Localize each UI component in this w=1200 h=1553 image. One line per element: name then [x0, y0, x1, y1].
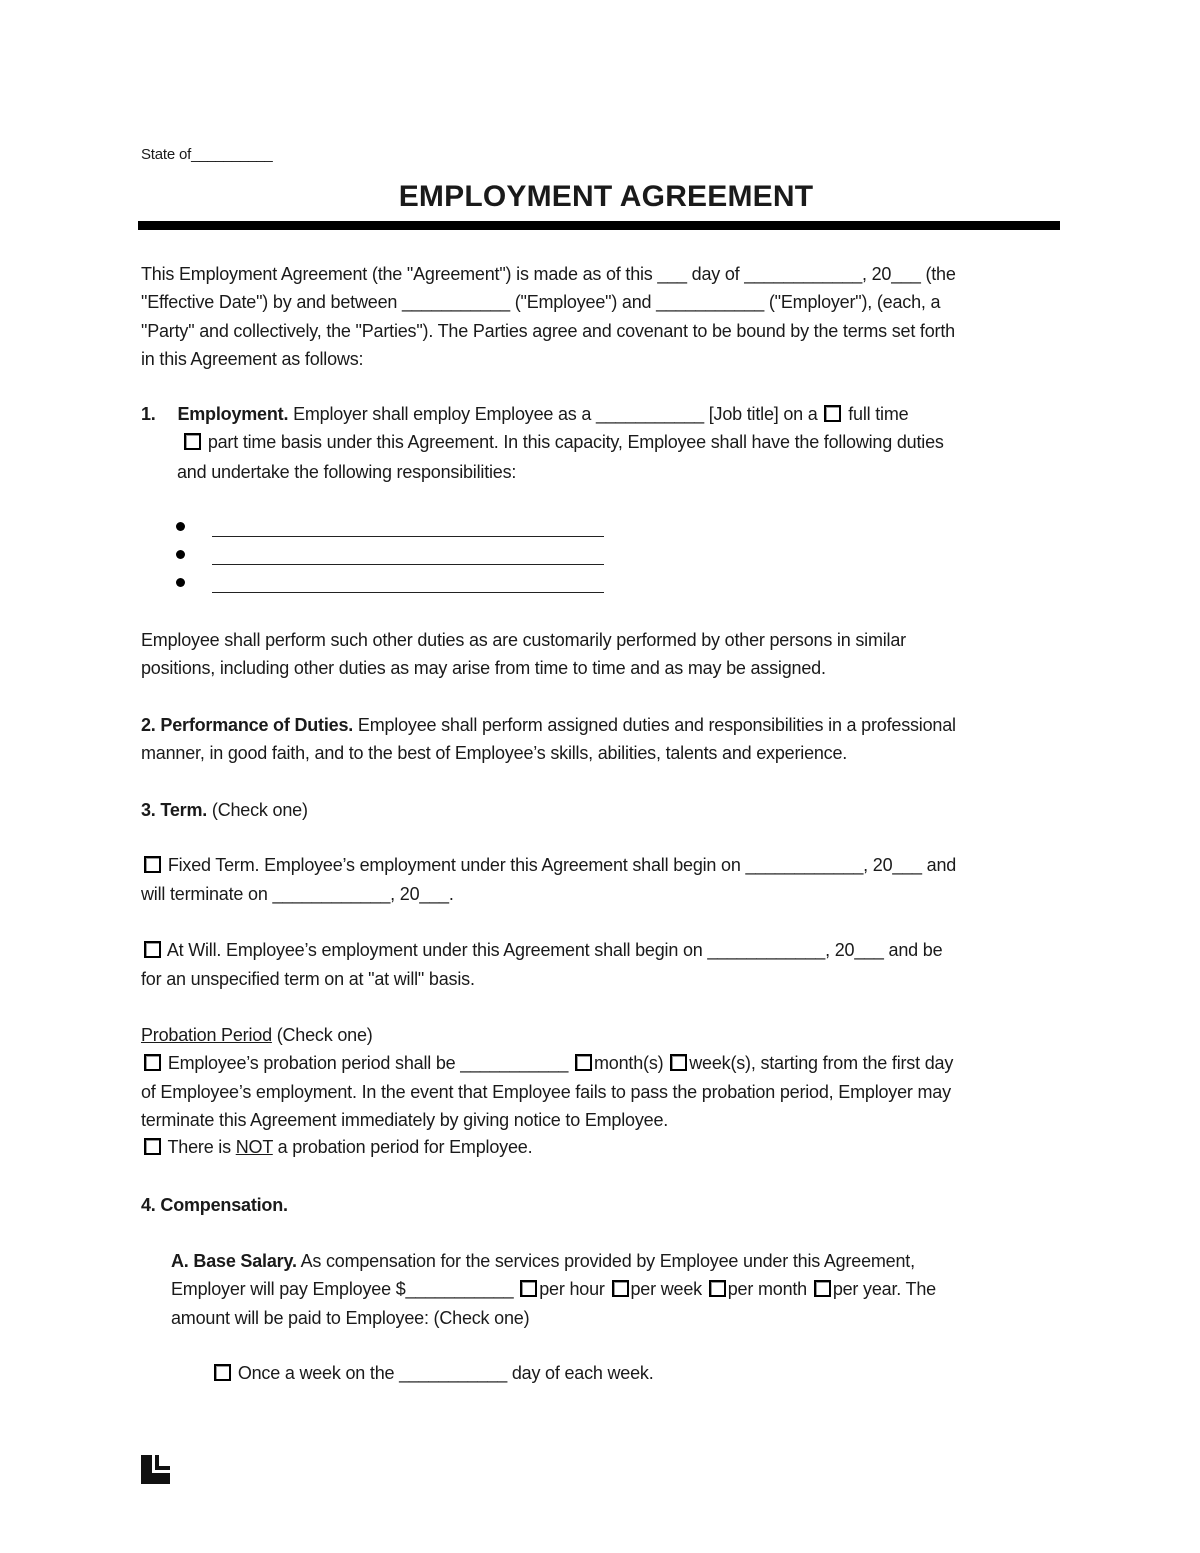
- section-1-para-2-line-1: Employee shall perform such other duties as are customarily performed by other persons in similar: [141, 630, 906, 650]
- per-hour-checkbox[interactable]: [520, 1280, 537, 1297]
- base-salary-line-1: A. Base Salary. As compensation for the services provided by Employee under this Agreement,: [171, 1251, 915, 1271]
- per-month-checkbox[interactable]: [709, 1280, 726, 1297]
- section-1-number: 1.: [141, 404, 156, 424]
- probation-months-checkbox[interactable]: [575, 1054, 592, 1071]
- per-year-checkbox[interactable]: [814, 1280, 831, 1297]
- fixed-term-line-1: Fixed Term. Employee’s employment under this Agreement shall begin on ____________, 20___ and: [141, 855, 956, 876]
- section-1-para-2-line-2: positions, including other duties as may arise from time to time and as may be assigned.: [141, 658, 826, 678]
- intro-line-4: in this Agreement as follows:: [141, 349, 364, 369]
- probation-heading-line: Probation Period (Check one): [141, 1025, 373, 1045]
- section-1-line-3: and undertake the following responsibilities:: [177, 462, 517, 482]
- duty-blank-2[interactable]: [212, 564, 604, 565]
- intro-line-2: "Effective Date") by and between ___________ ("Employee") and ___________ ("Employer"), (each, a: [141, 292, 941, 312]
- intro-line-1: This Employment Agreement (the "Agreement") is made as of this ___ day of ____________, 20___ (the: [141, 264, 956, 284]
- section-1-line-1: 1. Employment. Employer shall employ Employee as a ___________ [Job title] on a full time: [141, 404, 909, 424]
- no-probation-line: There is NOT a probation period for Employee.: [141, 1137, 532, 1158]
- duty-blank-1[interactable]: [212, 536, 604, 537]
- probation-heading: Probation Period: [141, 1025, 272, 1045]
- section-2-line-1: 2. Performance of Duties. Employee shall perform assigned duties and responsibilities in a professional: [141, 715, 956, 735]
- state-of-line: State of__________: [141, 146, 273, 163]
- base-salary-line-2: Employer will pay Employee $___________ per hour per week per month per year. The: [171, 1279, 936, 1299]
- legal-templates-logo-icon: [141, 1455, 170, 1484]
- at-will-checkbox[interactable]: [144, 941, 161, 958]
- probation-line-1: Employee’s probation period shall be ___________ month(s) week(s), starting from the first day: [141, 1053, 953, 1074]
- section-4-heading: 4. Compensation.: [141, 1195, 288, 1215]
- per-week-checkbox[interactable]: [612, 1280, 629, 1297]
- fixed-term-line-2: will terminate on ____________, 20___.: [141, 884, 454, 904]
- part-time-checkbox[interactable]: [184, 433, 201, 450]
- at-will-line-2: for an unspecified term on at "at will" basis.: [141, 969, 475, 989]
- at-will-line-1: At Will. Employee’s employment under this Agreement shall begin on ____________, 20___ and be: [141, 940, 942, 961]
- not-emphasis: NOT: [235, 1137, 273, 1157]
- section-2-heading: 2. Performance of Duties.: [141, 715, 354, 735]
- full-time-label: full time: [848, 404, 909, 424]
- intro-line-3: "Party" and collectively, the "Parties"). The Parties agree and covenant to be bound by the terms set forth: [141, 321, 955, 341]
- fixed-term-checkbox[interactable]: [144, 856, 161, 873]
- probation-line-2: of Employee’s employment. In the event that Employee fails to pass the probation period, Employer may: [141, 1082, 951, 1102]
- state-blank[interactable]: __________: [191, 146, 273, 163]
- title-rule: [138, 221, 1060, 230]
- no-probation-checkbox[interactable]: [144, 1138, 161, 1155]
- weekly-payment-checkbox[interactable]: [214, 1364, 231, 1381]
- bullet-icon: [176, 550, 185, 559]
- base-salary-heading: A. Base Salary.: [171, 1251, 297, 1271]
- full-time-checkbox[interactable]: [824, 405, 841, 422]
- section-3-heading: 3. Term.: [141, 800, 208, 820]
- base-salary-line-3: amount will be paid to Employee: (Check one): [171, 1308, 530, 1328]
- probation-line-3: terminate this Agreement immediately by giving notice to Employee.: [141, 1110, 669, 1130]
- section-1-line-2: part time basis under this Agreement. In this capacity, Employee shall have the following duties: [182, 432, 944, 453]
- section-1-heading: Employment.: [177, 404, 289, 424]
- bullet-icon: [176, 578, 185, 587]
- document-title: EMPLOYMENT AGREEMENT: [398, 180, 814, 213]
- weekly-payment-line: Once a week on the ___________ day of each week.: [212, 1363, 654, 1384]
- duty-blank-3[interactable]: [212, 592, 604, 593]
- probation-checkbox[interactable]: [144, 1054, 161, 1071]
- bullet-icon: [176, 522, 185, 531]
- section-2-line-2: manner, in good faith, and to the best of Employee’s skills, abilities, talents and experience.: [141, 743, 848, 763]
- section-3-heading-line: 3. Term. (Check one): [141, 800, 308, 820]
- probation-weeks-checkbox[interactable]: [670, 1054, 687, 1071]
